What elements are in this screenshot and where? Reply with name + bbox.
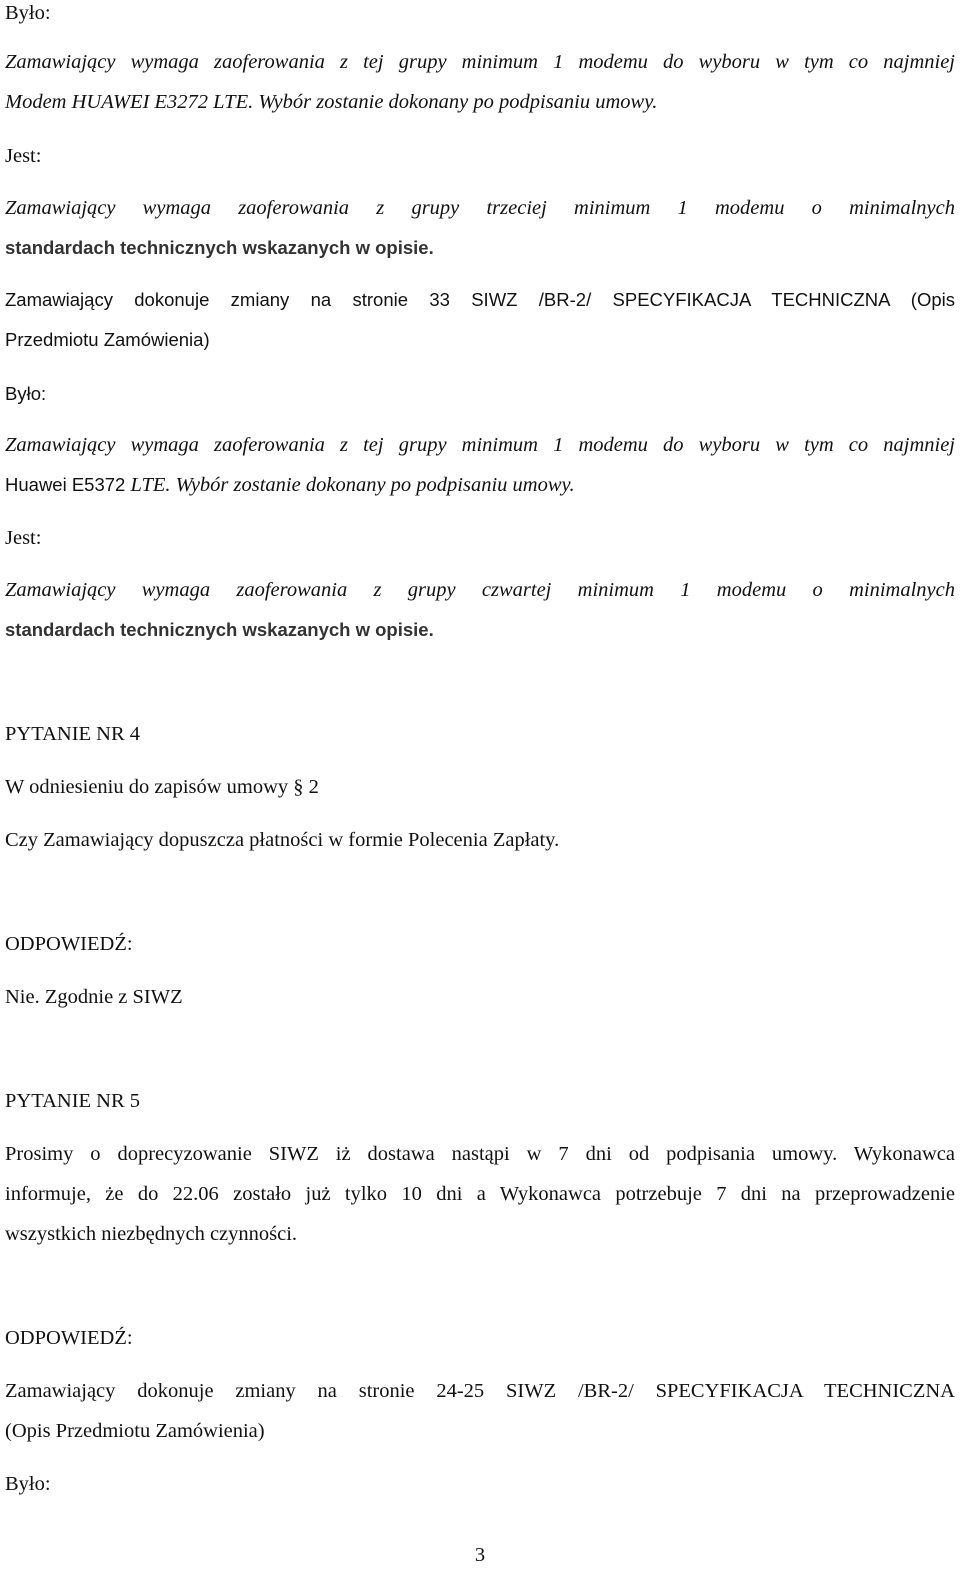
paragraph-line: (Opis Przedmiotu Zamówienia)	[5, 1420, 265, 1442]
model-text: LTE. Wybór zostanie dokonany po podpisaniu umowy.	[130, 474, 575, 496]
paragraph-line: Modem HUAWEI E3272 LTE. Wybór zostanie dokonany po podpisaniu umowy.	[5, 91, 658, 113]
paragraph-line: Zamawiający dokonuje zmiany na stronie 24-25 SIWZ /BR-2/ SPECYFIKACJA TECHNICZNA	[5, 1380, 955, 1402]
model-name: Huawei E5372	[5, 474, 126, 495]
paragraph-line: Prosimy o doprecyzowanie SIWZ iż dostawa nastąpi w 7 dni od podpisania umowy. Wykonawca	[5, 1143, 955, 1165]
question-4-text: Czy Zamawiający dopuszcza płatności w formie Polecenia Zapłaty.	[5, 829, 560, 851]
paragraph-line: wszystkich niezbędnych czynności.	[5, 1223, 298, 1245]
question-4-heading: PYTANIE NR 4	[5, 723, 141, 745]
paragraph-line: Zamawiający dokonuje zmiany na stronie 33 SIWZ /BR-2/ SPECYFIKACJA TECHNICZNA (Opis	[5, 289, 955, 310]
answer-4-heading: ODPOWIEDŹ:	[5, 933, 133, 955]
label-bylo: Było:	[5, 383, 47, 404]
paragraph-line	[5, 475, 575, 496]
paragraph-line: Zamawiający wymaga zaoferowania z grupy czwartej minimum 1 modemu o minimalnych	[5, 579, 955, 601]
paragraph-line: Zamawiający wymaga zaoferowania z tej grupy minimum 1 modemu do wyboru w tym co najmniej	[5, 51, 955, 73]
label-jest: Jest:	[5, 145, 42, 167]
label-bylo: Było:	[5, 2, 51, 24]
paragraph-line: Przedmiotu Zamówienia)	[5, 329, 210, 350]
label-jest: Jest:	[5, 527, 42, 549]
paragraph-line: standardach technicznych wskazanych w opisie.	[5, 237, 434, 258]
answer-5-heading: ODPOWIEDŹ:	[5, 1327, 133, 1349]
question-4-reference: W odniesieniu do zapisów umowy § 2	[5, 776, 319, 798]
answer-4-text: Nie. Zgodnie z SIWZ	[5, 986, 183, 1008]
question-5-heading: PYTANIE NR 5	[5, 1090, 141, 1112]
paragraph-line: informuje, że do 22.06 zostało już tylko 10 dni a Wykonawca potrzebuje 7 dni na przeprowadzenie	[5, 1183, 955, 1205]
label-bylo: Było:	[5, 1473, 51, 1495]
paragraph-line: Zamawiający wymaga zaoferowania z tej grupy minimum 1 modemu do wyboru w tym co najmniej	[5, 434, 955, 456]
paragraph-line: standardach technicznych wskazanych w opisie.	[5, 619, 434, 640]
page-number: 3	[474, 1544, 486, 1566]
paragraph-line: Zamawiający wymaga zaoferowania z grupy trzeciej minimum 1 modemu o minimalnych	[5, 197, 955, 219]
